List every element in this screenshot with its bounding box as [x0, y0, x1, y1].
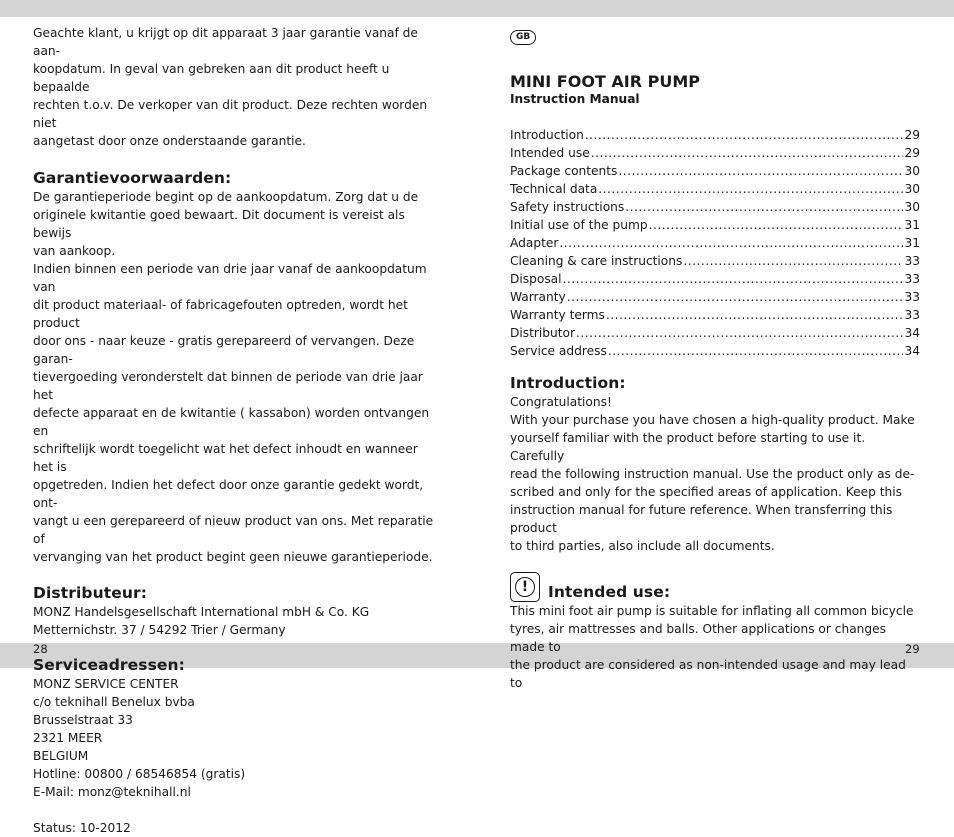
page-number-right: 29: [905, 642, 920, 656]
toc-entry-label: Distributor: [510, 326, 576, 340]
intended-use-line: the product are considered as non-intended usage and may lead to: [510, 658, 906, 690]
distributor-heading: Distributeur:: [33, 584, 148, 602]
top-bar: [0, 0, 954, 17]
toc-entry-label: Introduction: [510, 128, 584, 142]
toc-entry: [510, 198, 920, 216]
introduction-line: to third parties, also include all documents.: [510, 539, 775, 553]
guarantee-line: door ons - naar keuze - gratis gerepareerd of vervangen. Deze garan-: [33, 334, 415, 366]
toc-entry: [510, 126, 920, 144]
toc-entry: [510, 180, 920, 198]
toc-leader-dots: [585, 126, 904, 144]
toc-entry-page: 33: [904, 254, 920, 268]
toc-entry-label: Technical data: [510, 182, 598, 196]
service-line: Brusselstraat 33: [33, 713, 133, 727]
toc-entry-page: 34: [904, 326, 920, 340]
guarantee-line: Indien binnen een periode van drie jaar vanaf de aankoopdatum van: [33, 262, 427, 294]
toc-entry-page: 34: [904, 344, 920, 358]
intended-use-paragraph: [510, 602, 920, 692]
service-line: MONZ SERVICE CENTER: [33, 677, 179, 691]
introduction-line: yourself familiar with the product before starting to use it. Carefully: [510, 431, 866, 463]
toc-entry: [510, 144, 920, 162]
introduction-paragraph: [510, 393, 920, 555]
toc-entry-page: 33: [904, 308, 920, 322]
table-of-contents: [510, 126, 920, 360]
toc-entry-label: Cleaning & care instructions: [510, 254, 683, 268]
guarantee-heading: Garantievoorwaarden:: [33, 169, 232, 187]
toc-entry-page: 30: [904, 200, 920, 214]
toc-entry-label: Adapter: [510, 236, 559, 250]
toc-entry: [510, 234, 920, 252]
guarantee-line: originele kwitantie goed bewaart. Dit document is vereist als bewijs: [33, 208, 405, 240]
toc-entry-label: Warranty: [510, 290, 566, 304]
guarantee-paragraph: [33, 188, 441, 566]
toc-entry-page: 33: [904, 290, 920, 304]
toc-entry-label: Initial use of the pump: [510, 218, 648, 232]
introduction-line: With your purchase you have chosen a high-quality product. Make: [510, 413, 915, 427]
page-number-left: 28: [33, 642, 48, 656]
toc-leader-dots: [625, 198, 903, 216]
toc-entry-page: 33: [904, 272, 920, 286]
toc-entry-page: 29: [904, 128, 920, 142]
toc-entry-label: Package contents: [510, 164, 618, 178]
toc-entry-label: Intended use: [510, 146, 590, 160]
intro-line: aangetast door onze onderstaande garantie.: [33, 134, 306, 148]
service-line: BELGIUM: [33, 749, 89, 763]
toc-leader-dots: [559, 234, 903, 252]
toc-entry-page: 30: [904, 164, 920, 178]
guarantee-line: van aankoop.: [33, 244, 116, 258]
toc-entry-label: Service address: [510, 344, 607, 358]
intro-line: rechten t.o.v. De verkoper van dit product. Deze rechten worden niet: [33, 98, 428, 130]
toc-leader-dots: [649, 216, 904, 234]
service-line: Hotline: 00800 / 68546854 (gratis): [33, 767, 246, 781]
toc-entry-page: 31: [904, 218, 920, 232]
intended-use-header: [510, 572, 920, 602]
guarantee-line: schriftelijk wordt toegelicht wat het defect inhoudt en wanneer het is: [33, 442, 418, 474]
guarantee-line: defecte apparaat en de kwitantie ( kassabon) worden ontvangen en: [33, 406, 430, 438]
status-line: Status: 10-2012: [33, 821, 131, 835]
distributor-line: Metternichstr. 37 / 54292 Trier / Germany: [33, 623, 286, 637]
service-line: 2321 MEER: [33, 731, 103, 745]
document-subtitle: Instruction Manual: [510, 92, 640, 106]
toc-entry: [510, 216, 920, 234]
introduction-line: scribed and only for the specified areas of application. Keep this: [510, 485, 902, 499]
service-line: c/o teknihall Benelux bvba: [33, 695, 195, 709]
intro-line: koopdatum. In geval van gebreken aan dit product heeft u bepaalde: [33, 62, 390, 94]
guarantee-line: vangt u een gerepareerd of nieuw product van ons. Met reparatie of: [33, 514, 434, 546]
guarantee-line: opgetreden. Indien het defect door onze garantie gedekt wordt, ont-: [33, 478, 424, 510]
toc-entry: [510, 306, 920, 324]
toc-leader-dots: [606, 306, 904, 324]
intended-use-heading: Intended use:: [548, 583, 671, 601]
toc-entry: [510, 252, 920, 270]
toc-entry: [510, 324, 920, 342]
document-title: MINI FOOT AIR PUMP: [510, 72, 700, 91]
language-badge: GB: [510, 30, 536, 45]
exclamation-warning-icon: !: [510, 572, 540, 602]
guarantee-line: dit product materiaal- of fabricagefouten optreden, wordt het product: [33, 298, 408, 330]
guarantee-line: De garantieperiode begint op de aankoopdatum. Zorg dat u de: [33, 190, 419, 204]
toc-entry: [510, 342, 920, 360]
toc-entry: [510, 270, 920, 288]
guarantee-line: tievergoeding veronderstelt dat binnen de periode van drie jaar het: [33, 370, 423, 402]
toc-leader-dots: [618, 162, 903, 180]
toc-leader-dots: [567, 288, 904, 306]
service-block: [33, 675, 441, 801]
toc-leader-dots: [563, 270, 904, 288]
toc-leader-dots: [576, 324, 903, 342]
intended-use-line: This mini foot air pump is suitable for inflating all common bicycle: [510, 604, 914, 618]
toc-entry-page: 30: [904, 182, 920, 196]
toc-leader-dots: [591, 144, 904, 162]
toc-entry-page: 29: [904, 146, 920, 160]
distributor-line: MONZ Handelsgesellschaft International mbH & Co. KG: [33, 605, 370, 619]
toc-entry-page: 31: [904, 236, 920, 250]
toc-leader-dots: [608, 342, 904, 360]
intended-use-line: tyres, air mattresses and balls. Other applications or changes made to: [510, 622, 886, 654]
introduction-line: instruction manual for future reference. When transferring this product: [510, 503, 893, 535]
service-heading: Serviceadressen:: [33, 656, 185, 674]
distributor-block: [33, 603, 441, 639]
introduction-line: Congratulations!: [510, 395, 612, 409]
toc-leader-dots: [683, 252, 903, 270]
toc-entry-label: Safety instructions: [510, 200, 625, 214]
intro-paragraph: [33, 24, 441, 150]
toc-entry-label: Warranty terms: [510, 308, 605, 322]
toc-entry: [510, 288, 920, 306]
left-page: [33, 24, 441, 837]
guarantee-line: vervanging van het product begint geen nieuwe garantieperiode.: [33, 550, 433, 564]
service-line: E-Mail: monz@teknihall.nl: [33, 785, 191, 799]
introduction-heading: Introduction:: [510, 374, 626, 392]
toc-entry: [510, 162, 920, 180]
toc-entry-label: Disposal: [510, 272, 562, 286]
right-page: [510, 24, 920, 692]
intro-line: Geachte klant, u krijgt op dit apparaat 3 jaar garantie vanaf de aan-: [33, 26, 418, 58]
toc-leader-dots: [598, 180, 903, 198]
introduction-line: read the following instruction manual. Use the product only as de-: [510, 467, 915, 481]
